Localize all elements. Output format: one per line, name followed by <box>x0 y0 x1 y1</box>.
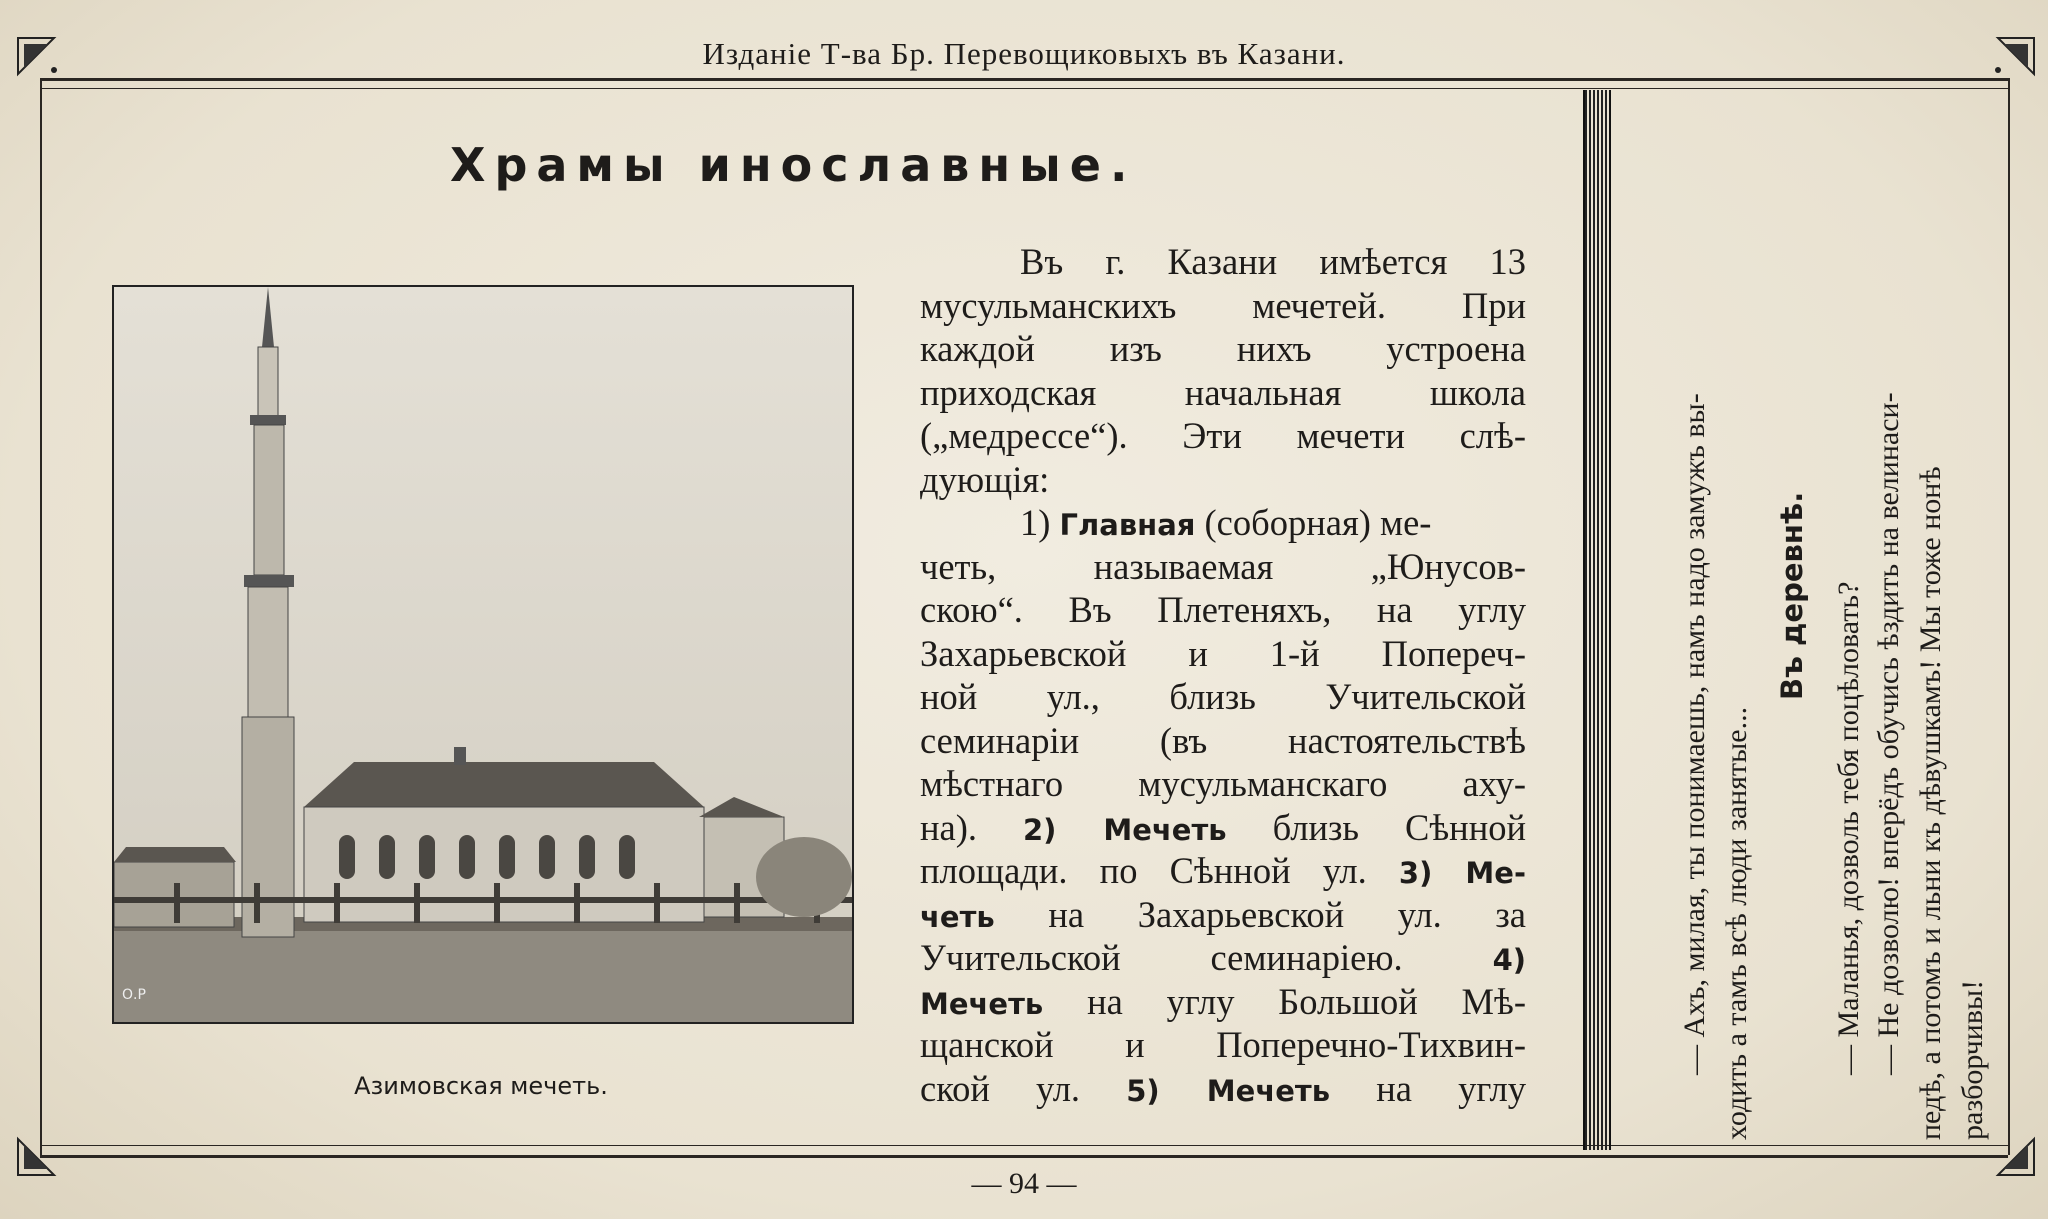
body-line-segment: на углу Большой Мѣ- <box>1043 980 1526 1022</box>
page-number: — 94 — <box>971 1167 1077 1200</box>
body-line: Захарьевской и 1-й Попереч- <box>920 632 1526 674</box>
bottom-rule <box>40 1155 2008 1158</box>
body-line: мѣстнаго мусульманскаго аху- <box>920 763 1526 804</box>
side-dialog-1-line-2: ходить а тамъ всѣ люди занятые... <box>1720 706 1753 1140</box>
body-line <box>920 806 1526 850</box>
mosque-illustration <box>114 287 852 1022</box>
body-line: Въ г. Казани имѣется 13 <box>1020 241 1526 282</box>
body-line: приходская начальная школа <box>920 371 1526 413</box>
body-line-segment: ской ул. <box>920 1067 1127 1109</box>
body-line: („медрессе“). Эти мечети слѣ- <box>920 415 1526 456</box>
photo-caption: Азимовская мечеть. <box>354 1072 608 1100</box>
top-rule-inner <box>40 88 2008 89</box>
side-dialog-2-line-3: педѣ, а потомъ и льни къ дѣвушкамъ! Мы тоже нонѣ <box>1914 466 1947 1140</box>
top-rule <box>40 78 2008 81</box>
body-line <box>920 936 1526 980</box>
body-line-bold: четь <box>920 899 995 934</box>
body-line <box>920 501 1526 545</box>
side-dialog-2-line-1: — Маланья, дозволь тебя поцѣловать? <box>1832 581 1865 1075</box>
mosque-photograph <box>112 285 854 1024</box>
photo-engraver-mark: О.Р <box>122 987 146 1003</box>
body-line <box>920 1067 1526 1111</box>
body-line-segment: на углу <box>1330 1067 1526 1109</box>
body-line: скою“. Въ Плетеняхъ, на углу <box>920 589 1526 630</box>
left-rule <box>40 78 42 1155</box>
side-dialog-2-line-2: — Не дозволю! вперёдъ обучись ѣздить на велинаси- <box>1872 392 1905 1075</box>
body-line-segment: 1) <box>1020 502 1060 543</box>
body-line-segment: (соборная) ме- <box>1195 502 1432 543</box>
article-body <box>920 240 1526 1110</box>
body-line: ной ул., близь Учительской <box>920 676 1526 717</box>
running-header: Изданіе Т-ва Бр. Перевощиковыхъ въ Казани. <box>702 36 1346 71</box>
body-line-segment: на Захарьевской ул. за <box>994 893 1526 935</box>
body-line-bold: Главная <box>1059 508 1196 542</box>
side-dialog-1-line-1: — Ахъ, милая, ты понимаешь, намъ надо замужъ вы- <box>1678 393 1711 1075</box>
body-line: каждой изъ нихъ устроена <box>920 328 1526 369</box>
side-heading: Въ деревнѣ. <box>1775 491 1809 700</box>
column-divider <box>1583 90 1611 1150</box>
body-line-segment: на). <box>920 806 1023 848</box>
body-line: четь, называемая „Юнусов- <box>920 545 1526 587</box>
body-line-bold: 3) Ме- <box>1398 856 1526 890</box>
body-line-segment: площади. по Сѣнной ул. <box>920 850 1399 891</box>
page-title: Храмы инославные. <box>450 138 1137 192</box>
body-line: щанской и Поперечно-Тихвин- <box>920 1024 1526 1065</box>
body-line-segment: близь Сѣнной <box>1226 806 1527 848</box>
body-line <box>920 980 1526 1024</box>
bottom-rule-inner <box>40 1145 2008 1146</box>
body-line <box>920 893 1526 937</box>
body-line <box>920 849 1526 893</box>
side-dialog-2-line-4: разборчивы! <box>1956 979 1989 1140</box>
body-line-segment: Учительской семинаріею. <box>920 937 1493 978</box>
body-line-bold: 5) Мечеть <box>1126 1073 1331 1108</box>
body-line-bold: 4) <box>1492 943 1526 977</box>
body-line: мусульманскихъ мечетей. При <box>920 284 1526 326</box>
right-rule <box>2008 78 2010 1155</box>
body-line-bold: Мечеть <box>920 986 1044 1021</box>
body-line: семинаріи (въ настоятельствѣ <box>920 719 1526 761</box>
body-line-bold: 2) Мечеть <box>1022 812 1227 847</box>
body-line: дующія: <box>920 458 1050 500</box>
